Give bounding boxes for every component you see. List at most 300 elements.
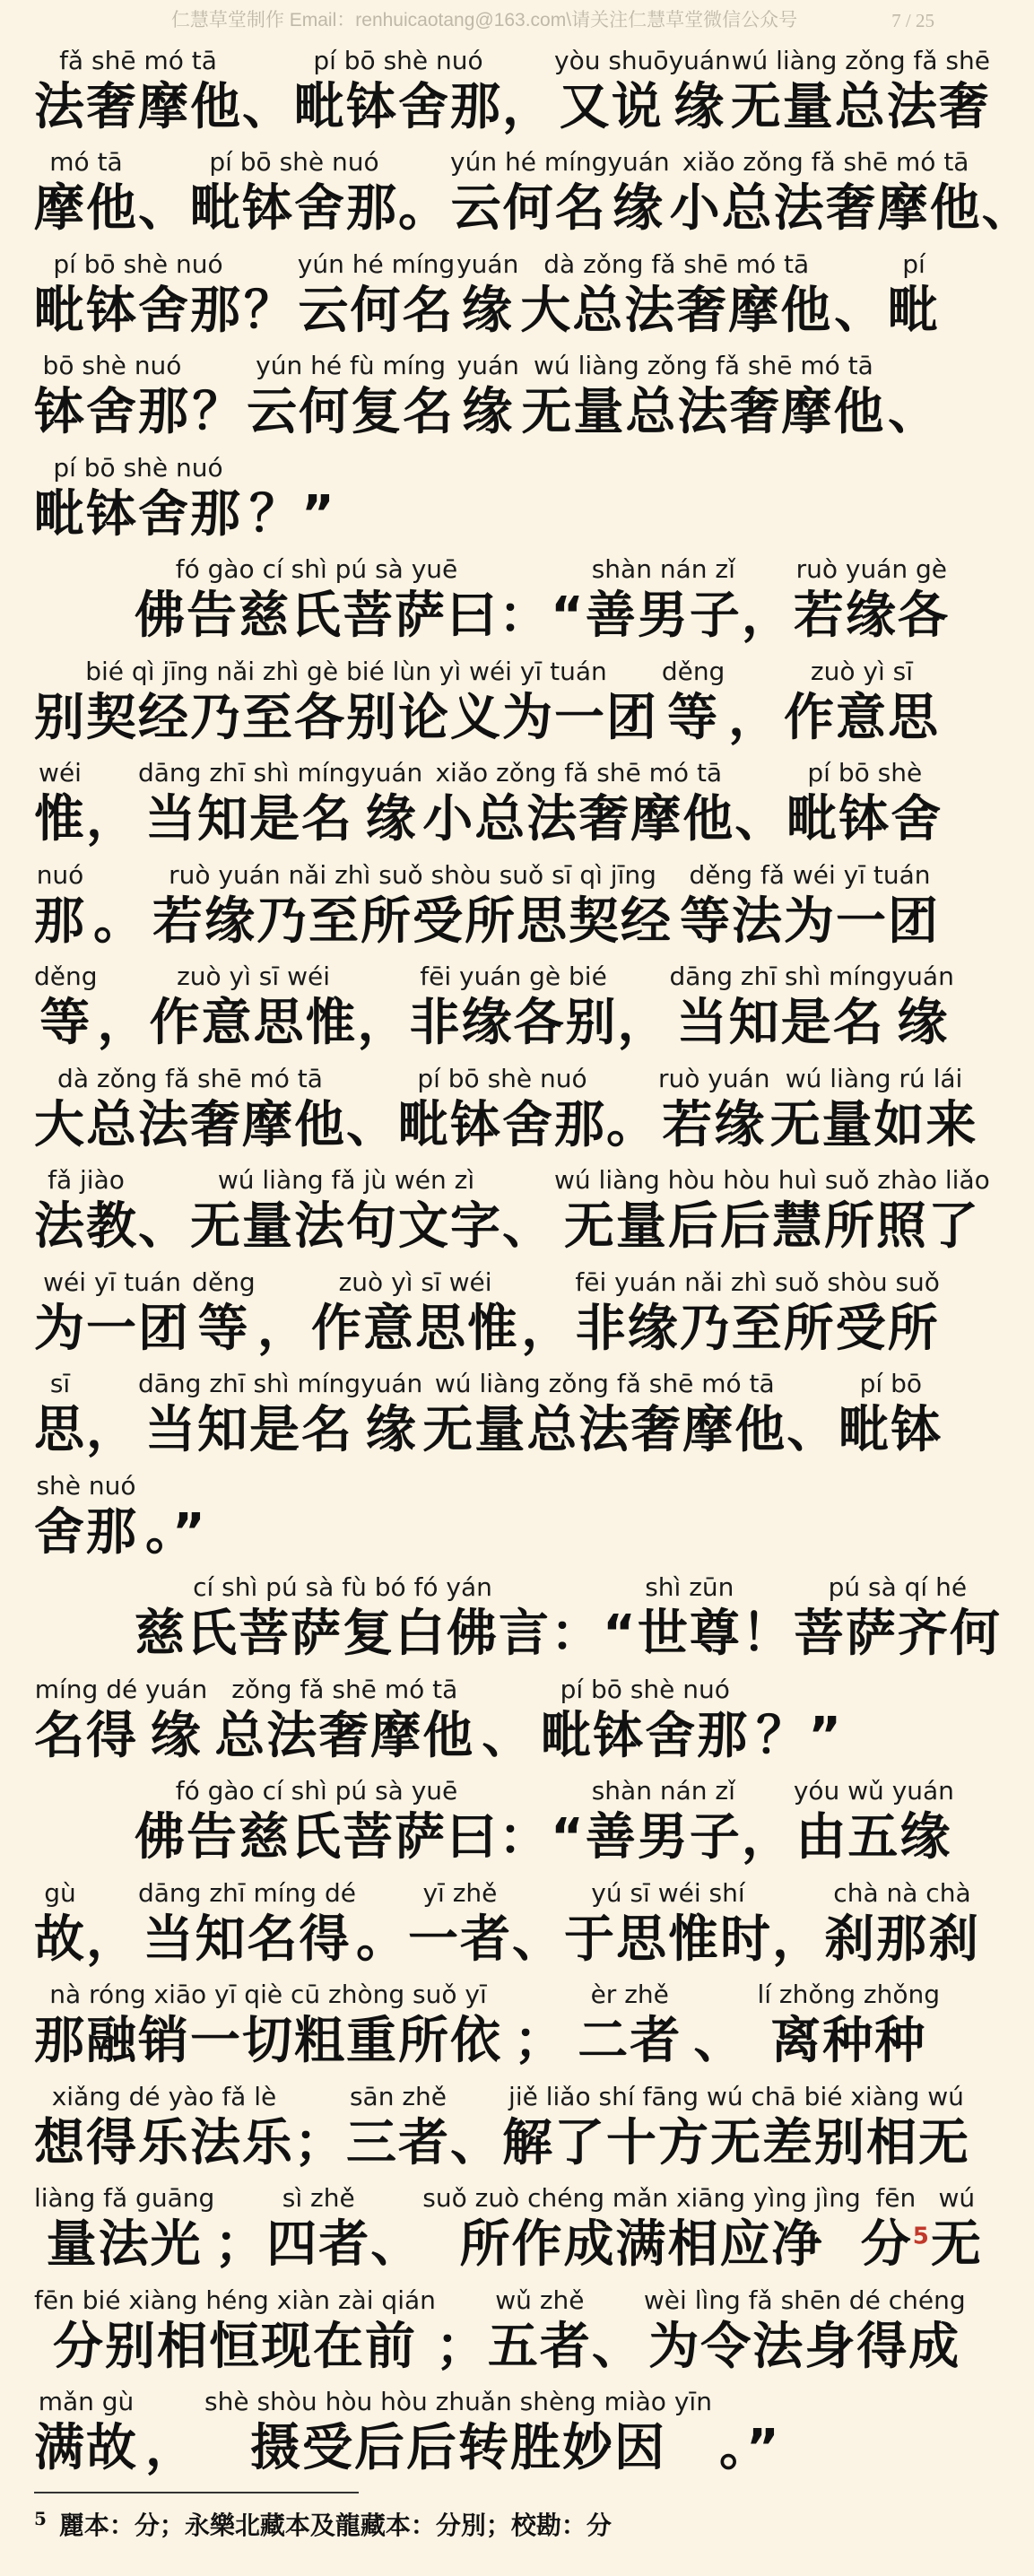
- hanzi: 那: [34, 892, 86, 951]
- annotated-word: [34, 656, 658, 751]
- annotated-word: [34, 350, 190, 445]
- punctuation: [982, 146, 1034, 241]
- text-line: [34, 852, 940, 954]
- annotated-word: [861, 2182, 931, 2277]
- punctuation: [728, 656, 780, 751]
- punctuation: [138, 146, 190, 241]
- annotated-word: [34, 1164, 138, 1259]
- pinyin: liàng fǎ guāng: [34, 2183, 215, 2213]
- text-line: [34, 1565, 1002, 1667]
- pinyin: fǎ shē mó tā: [59, 45, 217, 75]
- pinyin: pí bō shè nuó: [209, 147, 379, 177]
- footnote-marker: 5: [34, 2507, 47, 2529]
- hanzi: 、: [242, 77, 294, 136]
- pinyin: bō shè nuó: [42, 351, 182, 380]
- hanzi: 。”: [718, 2419, 781, 2477]
- annotated-word: [794, 1775, 954, 1870]
- hanzi: 毗钵舍那: [398, 1095, 606, 1154]
- pinyin: pí bō shè nuó: [417, 1063, 587, 1093]
- hanzi: ？”: [756, 1706, 844, 1765]
- punctuation: [370, 2182, 422, 2277]
- pinyin: mó tā: [49, 147, 123, 177]
- pinyin: yún hé fù míng: [256, 351, 447, 380]
- pinyin: nà róng xiāo yī qiè cū zhòng suǒ yī: [49, 1980, 487, 2009]
- hanzi: 慈氏菩萨复白佛言: [135, 1605, 551, 1663]
- annotated-word: [138, 757, 361, 852]
- pinyin: gù: [44, 1877, 76, 1908]
- hanzi: ，: [502, 77, 554, 136]
- annotated-word: [422, 2182, 860, 2277]
- punctuation: [450, 2081, 502, 2176]
- pinyin: xiǎo zǒng fǎ shē mó tā: [435, 758, 723, 788]
- annotated-word: [564, 1877, 772, 1972]
- text-line: [34, 2074, 970, 2176]
- annotated-word: [450, 146, 607, 241]
- annotated-word: [554, 45, 669, 140]
- annotated-word: [554, 1164, 990, 1259]
- hanzi: 别契经乃至各别论义为一团: [34, 688, 658, 747]
- punctuation: [502, 45, 554, 140]
- hanzi: 毗钵舍那: [34, 281, 242, 340]
- pinyin: fó gào cí shì pú sà yuē: [175, 554, 458, 584]
- annotated-word: [247, 350, 455, 445]
- text-line: [34, 344, 940, 446]
- punctuation: [436, 2284, 488, 2380]
- hanzi: 当知是名: [145, 790, 354, 849]
- punctuation: [294, 2081, 346, 2176]
- hanzi: ，: [97, 994, 150, 1052]
- punctuation: [86, 1368, 138, 1463]
- annotated-word: [784, 656, 940, 751]
- hanzi: 无量总法奢: [730, 77, 991, 136]
- punctuation: [214, 2182, 266, 2277]
- hanzi: 为令法身得成: [648, 2317, 961, 2376]
- annotated-word: [150, 961, 358, 1056]
- hanzi: 离种种: [770, 2012, 927, 2070]
- hanzi: ：“: [499, 1808, 586, 1867]
- annotated-word: [586, 1775, 742, 1870]
- pinyin: zǒng fǎ shē mó tā: [231, 1674, 458, 1704]
- annotated-word: [311, 1266, 519, 1362]
- punctuation: [242, 45, 294, 140]
- pinyin: lí zhǒng zhǒng: [757, 1980, 940, 2009]
- hanzi: ；: [435, 2317, 488, 2376]
- punctuation: [145, 1470, 207, 1565]
- annotated-word: [520, 248, 832, 344]
- hanzi: 那融销一切粗重所依: [34, 2012, 502, 2070]
- pinyin: cí shì pú sà fù bó fó yán: [193, 1572, 492, 1602]
- pinyin: wú liàng fǎ jù wén zì: [217, 1165, 475, 1195]
- hanzi: 非缘各别: [409, 994, 618, 1052]
- text-line: [34, 1259, 940, 1362]
- pinyin: wéi: [39, 758, 82, 788]
- pinyin: wú liàng hòu hòu huì suǒ zhào liǎo: [554, 1165, 990, 1195]
- hanzi: 。: [398, 179, 450, 238]
- hanzi: 等: [667, 688, 720, 747]
- hanzi: ，: [521, 1299, 574, 1358]
- punctuation: [98, 961, 150, 1056]
- hanzi: ，: [86, 790, 138, 849]
- hanzi: 缘: [673, 77, 726, 136]
- pinyin: shè shòu hòu hòu zhuǎn shèng miào yīn: [204, 2387, 712, 2416]
- pinyin: shàn nán zǐ: [591, 1776, 735, 1806]
- pinyin: pú sà qí hé: [828, 1572, 968, 1602]
- pinyin: bié qì jīng nǎi zhì gè bié lùn yì wéi yī tuán: [85, 656, 607, 686]
- page-header: [0, 0, 969, 41]
- annotated-word: [838, 1368, 943, 1463]
- hanzi: 、: [591, 2317, 644, 2376]
- pinyin: děng: [192, 1266, 256, 1297]
- pinyin: yún hé míng: [297, 248, 456, 279]
- pinyin: pí bō shè: [807, 758, 923, 788]
- punctuation: [249, 452, 336, 547]
- annotated-word: [34, 2081, 294, 2176]
- hanzi: 分别相恒现在前: [52, 2317, 417, 2376]
- hanzi: 毗钵舍: [786, 790, 943, 849]
- hanzi: 善男子: [585, 1808, 742, 1867]
- hanzi: 作意思: [783, 688, 940, 747]
- hanzi: 无量如来: [769, 1095, 978, 1154]
- pinyin: yuán: [145, 1674, 208, 1704]
- hanzi: ，: [728, 688, 781, 747]
- hanzi: 、: [450, 2113, 502, 2172]
- annotated-word: [888, 248, 940, 344]
- annotated-word: [658, 1063, 770, 1158]
- annotated-word: [931, 2182, 983, 2277]
- hanzi: 毗钵: [838, 1401, 943, 1459]
- hanzi: 、: [834, 281, 887, 340]
- hanzi: 量法光: [46, 2215, 203, 2274]
- hanzi: 一者: [407, 1910, 512, 1969]
- annotated-word: [638, 1571, 742, 1667]
- annotated-word: [152, 859, 673, 954]
- hanzi: 刹那刹: [823, 1910, 980, 1969]
- hanzi: 、: [482, 1706, 534, 1765]
- header-title: 仁慧草堂制作 Email：renhuicaotang@163.com\请关注仁慧草堂微信公众号: [170, 10, 798, 30]
- hanzi: 摄受后后转胜妙因: [249, 2419, 666, 2477]
- hanzi: 、: [511, 1910, 564, 1969]
- annotated-word: [361, 757, 422, 852]
- hanzi: 若缘各: [793, 587, 950, 645]
- pinyin: wú liàng zǒng fǎ shē mó tā: [534, 351, 873, 380]
- pinyin: mǎn gù: [38, 2387, 135, 2416]
- hanzi: ，: [357, 994, 410, 1052]
- hanzi: 毗: [888, 281, 940, 340]
- pinyin: děng: [34, 962, 98, 991]
- pinyin: yuán: [456, 351, 519, 380]
- pinyin: sì zhě: [282, 2183, 355, 2213]
- pinyin: pí bō shè nuó: [313, 45, 483, 75]
- footnote-divider: [34, 2492, 359, 2493]
- hanzi: 世尊: [637, 1605, 742, 1663]
- punctuation: [742, 1571, 794, 1667]
- hanzi: 五者: [487, 2317, 592, 2376]
- annotated-word: [298, 248, 455, 344]
- annotated-word: [456, 248, 518, 344]
- text-line: [34, 38, 991, 140]
- punctuation: [398, 146, 450, 241]
- annotated-word: [731, 45, 991, 140]
- hanzi: 大总法奢摩他: [520, 281, 833, 340]
- hanzi: ？: [243, 281, 296, 340]
- pinyin: yuán: [668, 45, 731, 75]
- pinyin: dāng zhī shì míng: [138, 758, 361, 788]
- hanzi: 若缘: [662, 1095, 767, 1154]
- text-line: [34, 1158, 990, 1260]
- pinyin: dāng zhī shì míng: [669, 962, 892, 991]
- pinyin: yún hé míng: [450, 147, 608, 177]
- hanzi: ？: [192, 383, 245, 441]
- hanzi: ，: [617, 994, 670, 1052]
- text-line: [34, 1972, 940, 2075]
- text-line: [34, 2176, 983, 2278]
- hanzi: 大总法奢摩他: [34, 1095, 346, 1154]
- pinyin: yuán: [891, 962, 954, 991]
- hanzi: 缘: [897, 994, 950, 1052]
- hanzi: 毗钵舍那: [541, 1706, 750, 1765]
- pinyin: fēn bié xiàng héng xiàn zài qián: [34, 2284, 436, 2315]
- hanzi: 佛告慈氏菩萨曰: [135, 587, 499, 645]
- pinyin: yuán: [607, 147, 670, 177]
- pinyin: yī zhě: [422, 1877, 498, 1908]
- pinyin: fēn: [875, 2183, 917, 2213]
- pinyin: fēi yuán nǎi zhì suǒ shòu suǒ: [575, 1266, 940, 1297]
- pinyin: děng fǎ wéi yī tuán: [689, 859, 931, 890]
- pinyin: pí: [902, 248, 925, 279]
- annotated-word: [135, 1775, 499, 1870]
- annotated-word: [607, 146, 669, 241]
- pinyin: fēi yuán gè bié: [420, 962, 607, 991]
- page-number: 7 / 25: [891, 10, 934, 31]
- annotated-word: [34, 1266, 190, 1362]
- annotated-word: [488, 2284, 592, 2380]
- hanzi: 毗钵舍那: [294, 77, 502, 136]
- hanzi: 缘: [461, 281, 514, 340]
- hanzi: 作意思惟: [311, 1299, 520, 1358]
- punctuation: [693, 1979, 745, 2074]
- punctuation: [138, 1164, 190, 1259]
- hanzi: 、: [887, 383, 940, 441]
- hanzi: 思: [34, 1401, 86, 1459]
- pinyin: èr zhě: [590, 1980, 669, 2009]
- pinyin: fó gào cí shì pú sà yuē: [175, 1776, 458, 1806]
- punctuation: [502, 1164, 554, 1259]
- annotated-word: [670, 961, 892, 1056]
- pinyin: pí bō: [859, 1369, 922, 1398]
- annotated-word: [135, 1571, 551, 1667]
- hanzi: 无量法句文字: [190, 1197, 502, 1256]
- hanzi: 等: [39, 994, 92, 1052]
- hanzi: 法奢摩他: [34, 77, 242, 136]
- pinyin: pí bō shè nuó: [560, 1674, 730, 1704]
- pinyin: wǔ zhě: [495, 2284, 585, 2315]
- pinyin: dāng zhī míng dé: [138, 1877, 356, 1908]
- hanzi: ；: [514, 2012, 567, 2070]
- hanzi: 云何复名: [247, 383, 456, 441]
- hanzi: 二者: [578, 2012, 682, 2070]
- scripture-text: [34, 38, 1034, 2481]
- hanzi: 当知是名: [145, 1401, 354, 1459]
- pinyin: yóu wǔ yuán: [793, 1776, 954, 1806]
- pinyin: sī: [49, 1369, 71, 1398]
- annotated-word: [408, 1877, 512, 1972]
- annotated-word: [34, 146, 138, 241]
- hanzi: 当知名得: [143, 1910, 352, 1969]
- pinyin: ruò yuán nǎi zhì suǒ shòu suǒ sī qì jīng: [169, 859, 656, 890]
- hanzi: 缘: [365, 790, 418, 849]
- pinyin: suǒ zuò chéng mǎn xiāng yìng jìng: [422, 2183, 861, 2213]
- hanzi: 当知是名: [676, 994, 885, 1052]
- punctuation: [888, 350, 940, 445]
- punctuation: [742, 1775, 794, 1870]
- hanzi: ，: [771, 1910, 824, 1969]
- punctuation: [618, 961, 670, 1056]
- hanzi: 无量总法奢摩他: [521, 383, 886, 441]
- hanzi: 故: [34, 1910, 86, 1969]
- hanzi: 小总法奢摩他: [669, 179, 982, 238]
- hanzi: 法教: [34, 1197, 138, 1256]
- annotated-word: [361, 1368, 422, 1463]
- annotated-word: [214, 1674, 474, 1769]
- annotated-word: [422, 1368, 786, 1463]
- hanzi: ；: [214, 2215, 267, 2274]
- punctuation: [734, 757, 786, 852]
- annotated-word: [34, 2386, 138, 2481]
- pinyin: ruò yuán: [658, 1063, 770, 1093]
- text-line: [34, 1769, 954, 1871]
- text-line: [34, 1870, 980, 1972]
- hanzi: 缘: [462, 383, 515, 441]
- annotated-word: [794, 553, 950, 648]
- pinyin: shàn nán zǐ: [591, 554, 735, 584]
- pinyin: dà zǒng fǎ shē mó tā: [543, 248, 810, 279]
- text-line: [34, 954, 954, 1057]
- pinyin: zuò yì sī wéi: [338, 1266, 492, 1297]
- hanzi: 、: [346, 1095, 398, 1154]
- punctuation: [742, 553, 794, 648]
- annotated-word: [34, 452, 242, 547]
- annotated-word: [669, 45, 731, 140]
- annotated-word: [541, 1674, 749, 1769]
- annotated-word: [138, 1877, 356, 1972]
- hanzi: 、: [734, 790, 787, 849]
- annotated-word: [892, 961, 954, 1056]
- pinyin: pí bō shè nuó: [53, 452, 223, 483]
- pinyin: chà nà chà: [833, 1877, 971, 1908]
- hanzi: 所作成满相应净: [459, 2215, 824, 2274]
- pinyin: zuò yì sī: [810, 656, 914, 686]
- text-line: [34, 751, 943, 853]
- annotated-word: [680, 859, 940, 954]
- pinyin: jiě liǎo shí fāng wú chā bié xiàng wú: [508, 2081, 964, 2111]
- pinyin: wéi yī tuán: [43, 1266, 181, 1297]
- text-line: [34, 2277, 966, 2380]
- annotated-word: [502, 2081, 970, 2176]
- annotated-word: [135, 553, 499, 648]
- annotated-word: [190, 1164, 502, 1259]
- annotated-word: [578, 1979, 682, 2074]
- pinyin: ruò yuán gè: [795, 554, 948, 584]
- hanzi: 菩萨齐何: [793, 1605, 1002, 1663]
- hanzi: 总法奢摩他: [214, 1706, 475, 1765]
- hanzi: ，: [86, 1401, 138, 1459]
- annotated-word: [138, 1368, 361, 1463]
- annotated-word: [34, 757, 86, 852]
- annotated-word: [644, 2284, 966, 2380]
- hanzi: 若缘乃至所受所思契经: [152, 892, 673, 951]
- pinyin: wú liàng zǒng fǎ shē: [731, 45, 990, 75]
- footnote-text: 麗本：分；永樂北藏本及龍藏本：分別；校勘：分: [58, 2511, 612, 2540]
- annotated-word: [192, 1266, 256, 1362]
- punctuation: [834, 248, 886, 344]
- punctuation: [93, 859, 145, 954]
- hanzi: 。: [606, 1095, 658, 1154]
- annotated-word: [824, 1877, 980, 1972]
- annotated-word: [34, 45, 242, 140]
- punctuation: [257, 1266, 309, 1362]
- hanzi: 等法为一团: [680, 892, 940, 951]
- hanzi: 、: [502, 1197, 554, 1256]
- annotated-word: [457, 350, 519, 445]
- punctuation: [514, 1979, 566, 2074]
- annotated-word: [422, 757, 734, 852]
- punctuation: [358, 961, 410, 1056]
- annotated-word: [34, 248, 242, 344]
- pinyin: pí bō shè nuó: [53, 248, 223, 279]
- text-line: [34, 1056, 978, 1158]
- punctuation: [499, 553, 586, 648]
- punctuation: [482, 1674, 534, 1769]
- hanzi: 四者: [266, 2215, 371, 2274]
- hanzi: 为一团: [34, 1299, 190, 1358]
- punctuation: [86, 757, 138, 852]
- hanzi: 于思惟时: [563, 1910, 772, 1969]
- hanzi: 解了十方无差别相无: [502, 2113, 970, 2172]
- hanzi: 。”: [145, 1502, 207, 1562]
- hanzi: 又说: [559, 77, 664, 136]
- annotated-word: [34, 2182, 214, 2277]
- hanzi: ，: [86, 1910, 138, 1969]
- footnote: [34, 2506, 612, 2542]
- annotated-word: [34, 1470, 138, 1565]
- annotated-word: [266, 2182, 370, 2277]
- text-line: [34, 140, 1034, 242]
- punctuation: [521, 1266, 573, 1362]
- annotated-word: [757, 1979, 940, 2074]
- pinyin: sān zhě: [349, 2081, 447, 2111]
- pinyin: wèi lìng fǎ shēn dé chéng: [643, 2284, 966, 2315]
- hanzi: ，: [145, 2419, 197, 2477]
- pinyin: děng: [661, 656, 726, 686]
- text-line: [34, 2380, 940, 2482]
- annotated-word: [34, 1063, 346, 1158]
- pinyin: zuò yì sī wéi: [177, 962, 330, 991]
- pinyin: wú liàng rú lái: [785, 1063, 963, 1093]
- punctuation: [193, 350, 245, 445]
- text-line: [34, 648, 940, 751]
- punctuation: [356, 1877, 408, 1972]
- hanzi: 钵舍那: [34, 383, 190, 441]
- pinyin: yòu shuō: [554, 45, 669, 75]
- hanzi: 、: [370, 2215, 423, 2274]
- hanzi: ，: [741, 587, 794, 645]
- annotated-word: [34, 1368, 86, 1463]
- footnote-reference[interactable]: 5: [912, 2223, 931, 2250]
- hanzi: 、: [138, 179, 190, 238]
- pinyin: míng dé: [34, 1674, 138, 1704]
- pinyin: dāng zhī shì míng: [138, 1369, 361, 1398]
- annotated-word: [34, 961, 98, 1056]
